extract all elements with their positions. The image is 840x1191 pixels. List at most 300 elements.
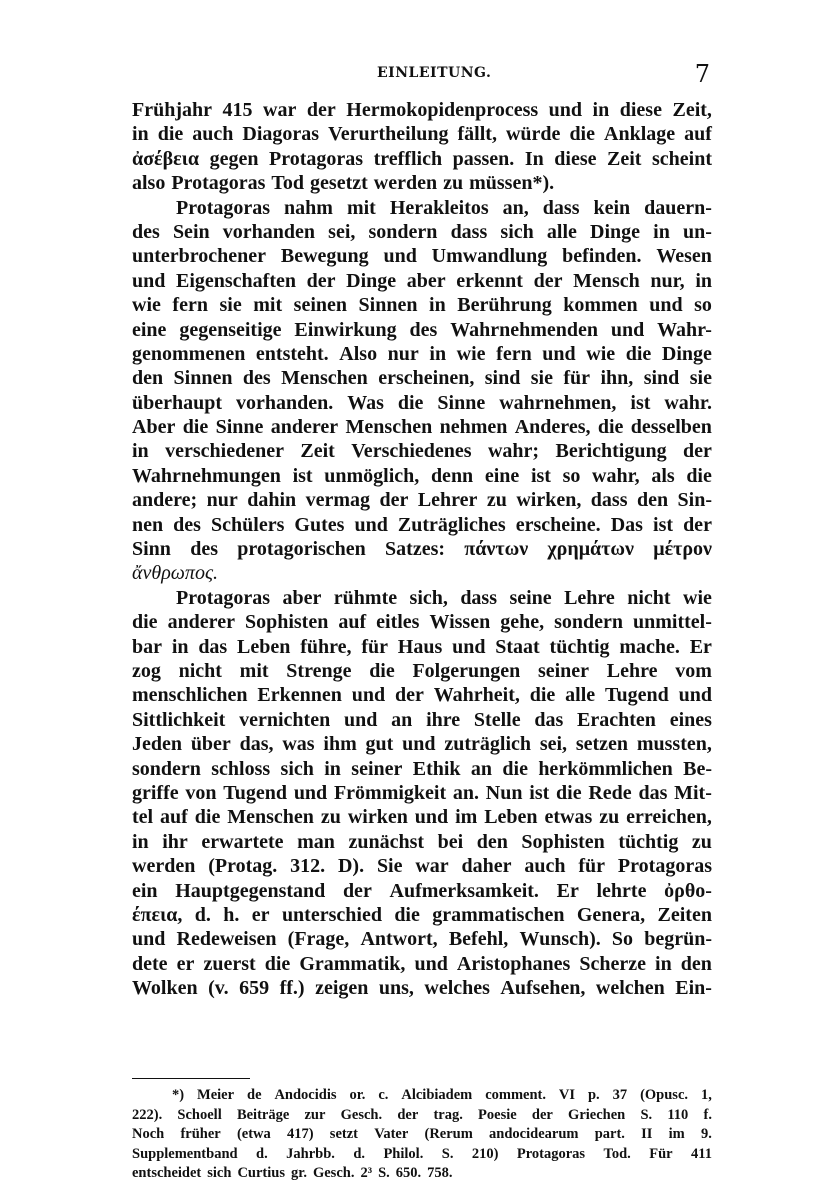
word: über bbox=[190, 733, 231, 756]
word: Berührung bbox=[457, 294, 552, 317]
word: etwas bbox=[544, 806, 593, 829]
word: D). bbox=[337, 855, 365, 878]
word: zur bbox=[304, 1106, 326, 1123]
word: anderer bbox=[270, 416, 339, 439]
word: 110 bbox=[667, 1106, 689, 1123]
word: Er bbox=[689, 635, 712, 658]
word: Herakleitos bbox=[389, 196, 489, 219]
word: Sein bbox=[172, 220, 210, 243]
word: wahr; bbox=[487, 440, 540, 463]
word: Aufsehen, bbox=[500, 977, 586, 1000]
word: 659 bbox=[239, 977, 270, 1000]
word: gut bbox=[365, 733, 394, 756]
word: dass bbox=[542, 196, 580, 219]
word: Lehre bbox=[564, 586, 615, 609]
word: d. bbox=[353, 1145, 366, 1162]
word: χρημάτων bbox=[547, 538, 634, 561]
word: uns, bbox=[378, 977, 414, 1000]
word: würde bbox=[505, 123, 561, 146]
word: nahm bbox=[284, 196, 333, 219]
word: Zeit bbox=[300, 440, 335, 463]
word: *) bbox=[172, 1087, 185, 1103]
word: der bbox=[531, 1106, 553, 1123]
word: Jahrbb. bbox=[286, 1145, 335, 1162]
word: p. bbox=[587, 1087, 600, 1103]
word: die bbox=[529, 684, 556, 707]
word: wie bbox=[456, 342, 486, 365]
word: Sinn bbox=[132, 538, 171, 561]
word: aber bbox=[406, 269, 446, 292]
word: Wahrnehmenden bbox=[450, 318, 598, 341]
word: (etwa bbox=[236, 1126, 271, 1142]
word: ὀρθο- bbox=[664, 879, 712, 902]
word: und bbox=[414, 952, 448, 975]
paragraph-2 bbox=[132, 196, 712, 586]
word: Wesen bbox=[656, 245, 712, 268]
word: welchen bbox=[595, 977, 665, 1000]
word: ihm bbox=[323, 733, 357, 756]
word: zog bbox=[132, 659, 161, 682]
word: Eigenschaften bbox=[176, 269, 296, 292]
word: Vater bbox=[374, 1126, 409, 1142]
word: gesetzt bbox=[310, 172, 368, 195]
word: So bbox=[611, 928, 634, 951]
word: Einwirkung bbox=[294, 318, 397, 341]
word: den bbox=[680, 952, 712, 975]
word: sich bbox=[500, 220, 534, 243]
word: wahr. bbox=[664, 391, 712, 414]
text-line bbox=[132, 415, 712, 439]
word: nen bbox=[132, 513, 164, 536]
word: die bbox=[597, 416, 624, 439]
word: Was bbox=[347, 391, 384, 414]
word: in bbox=[132, 123, 149, 146]
word: Sittlichkeit bbox=[132, 708, 226, 731]
word: rühmte bbox=[333, 586, 398, 609]
word: und bbox=[610, 318, 645, 341]
word: auf bbox=[684, 123, 712, 146]
word: wirken bbox=[347, 806, 408, 829]
word: Noch bbox=[132, 1126, 165, 1142]
word: Schoell bbox=[177, 1106, 222, 1123]
word: Befehl, bbox=[448, 928, 509, 951]
word: und bbox=[542, 342, 576, 365]
word: alle bbox=[546, 220, 577, 243]
word: tüchtig bbox=[618, 830, 679, 853]
word: part. bbox=[594, 1126, 625, 1142]
word: den bbox=[636, 489, 669, 512]
paragraph-1 bbox=[132, 98, 712, 196]
word: dass bbox=[590, 489, 628, 512]
word: Gutes bbox=[294, 513, 345, 536]
text-line bbox=[132, 903, 712, 927]
word: in bbox=[132, 830, 149, 853]
word: comment. bbox=[485, 1087, 546, 1103]
word: und bbox=[414, 806, 449, 829]
word: die bbox=[686, 464, 712, 487]
word: auf bbox=[338, 611, 367, 634]
word: der bbox=[306, 269, 336, 292]
word: in bbox=[655, 952, 672, 975]
word: zeigen bbox=[315, 977, 369, 1000]
word: die bbox=[132, 611, 158, 634]
word: andere; bbox=[132, 489, 198, 512]
word: man bbox=[297, 830, 335, 853]
word: überhaupt bbox=[132, 391, 223, 414]
word: vernichten bbox=[239, 708, 331, 731]
word: des bbox=[409, 318, 438, 341]
word: πάντων bbox=[464, 538, 529, 561]
word: so bbox=[562, 464, 581, 487]
word: die bbox=[397, 391, 424, 414]
word: Leben bbox=[237, 635, 291, 658]
text-line bbox=[132, 318, 712, 342]
word: er bbox=[176, 952, 195, 975]
word: und bbox=[132, 928, 166, 951]
text-line bbox=[132, 854, 712, 878]
word: unterbrochener bbox=[132, 245, 267, 268]
word: Protagoras bbox=[171, 172, 266, 195]
word: Lehre bbox=[606, 659, 658, 682]
word: 650. bbox=[395, 1165, 422, 1181]
text-line bbox=[132, 342, 712, 366]
word: Alcibiadem bbox=[401, 1087, 473, 1103]
word: Sin- bbox=[677, 489, 712, 512]
word: welches bbox=[424, 977, 490, 1000]
word: die bbox=[369, 659, 395, 682]
word: früher bbox=[180, 1126, 221, 1142]
word: Griechen bbox=[568, 1106, 626, 1123]
word: (Frage, bbox=[287, 928, 350, 951]
word: Rede bbox=[588, 781, 632, 804]
word: der bbox=[533, 269, 563, 292]
text-line bbox=[132, 610, 712, 634]
word: diese bbox=[554, 147, 597, 170]
word: war bbox=[415, 855, 449, 878]
text-line bbox=[132, 244, 712, 268]
word: des bbox=[173, 513, 201, 536]
word: wie bbox=[683, 586, 712, 609]
word: vorhanden. bbox=[236, 391, 334, 414]
text-line bbox=[132, 171, 712, 195]
word: S. bbox=[378, 1165, 390, 1181]
text-line bbox=[132, 98, 712, 122]
word: für bbox=[578, 855, 606, 878]
word: fällt, bbox=[457, 123, 497, 146]
word: in bbox=[695, 269, 712, 292]
word: er bbox=[251, 903, 270, 926]
text-line bbox=[132, 537, 712, 561]
word: dass bbox=[450, 220, 488, 243]
word: setzen bbox=[575, 733, 629, 756]
word: Hermokopidenprocess bbox=[346, 99, 539, 121]
word: sich bbox=[280, 757, 314, 780]
page-header bbox=[132, 60, 712, 90]
word: seine bbox=[509, 586, 552, 609]
word: der bbox=[394, 684, 424, 707]
text-line bbox=[132, 927, 712, 951]
word: alle bbox=[565, 684, 596, 707]
word: Haus bbox=[397, 635, 443, 658]
word: und bbox=[344, 708, 378, 731]
footnote-line bbox=[132, 1164, 712, 1184]
word: Philol. bbox=[383, 1145, 424, 1162]
footnotes bbox=[132, 1086, 712, 1184]
word: dass bbox=[460, 586, 498, 609]
word: den bbox=[132, 367, 164, 390]
word: or. bbox=[349, 1087, 366, 1103]
word: erkennt bbox=[456, 269, 523, 292]
word: und bbox=[354, 513, 388, 536]
word: h. bbox=[223, 903, 240, 926]
word: mit bbox=[253, 294, 283, 317]
word: ἀσέβεια bbox=[132, 147, 200, 170]
word: sich bbox=[207, 1165, 232, 1181]
text-line bbox=[132, 561, 712, 585]
word: wahr, bbox=[592, 464, 640, 487]
word: in bbox=[653, 220, 670, 243]
word: an, bbox=[502, 196, 529, 219]
word: der bbox=[306, 99, 336, 121]
word: Menschen bbox=[281, 367, 368, 390]
word: müssen*). bbox=[469, 172, 555, 195]
word: unmöglich, bbox=[324, 464, 420, 487]
word: ist bbox=[292, 464, 313, 487]
word: führe, bbox=[300, 635, 352, 658]
word: Protagoras bbox=[176, 586, 271, 609]
word: Nun bbox=[485, 781, 523, 804]
word: Gesch. bbox=[340, 1106, 383, 1123]
word: gehe, bbox=[500, 611, 545, 634]
word: Zeiten bbox=[657, 903, 712, 926]
word: Ethik bbox=[412, 757, 461, 780]
word: Schülers bbox=[211, 513, 285, 536]
word: bar bbox=[132, 635, 162, 658]
word: andocidearum bbox=[489, 1126, 579, 1142]
word: Wahr- bbox=[657, 318, 712, 341]
word: die bbox=[182, 416, 209, 439]
word: ist bbox=[653, 513, 674, 536]
text-line bbox=[132, 488, 712, 512]
word: zu bbox=[320, 806, 341, 829]
word: protagorischen bbox=[237, 538, 366, 561]
word: 9. bbox=[700, 1126, 712, 1142]
word: und bbox=[383, 245, 417, 268]
word: Anderes, bbox=[514, 416, 591, 439]
word: und bbox=[678, 684, 712, 707]
word: Wunsch). bbox=[519, 928, 601, 951]
word: Wissen bbox=[429, 611, 491, 634]
word: zunächst bbox=[348, 830, 425, 853]
word: Satzes: bbox=[385, 538, 446, 561]
word: schloss bbox=[211, 757, 271, 780]
word: des bbox=[132, 220, 160, 243]
word: 415 bbox=[222, 99, 253, 121]
word: an. bbox=[452, 781, 480, 804]
word: grammatischen bbox=[432, 903, 565, 926]
word: VI bbox=[558, 1087, 576, 1103]
word: Grammatik, bbox=[299, 952, 406, 975]
word: Staat bbox=[495, 635, 540, 658]
word: was bbox=[282, 733, 315, 756]
word: an bbox=[470, 757, 493, 780]
word: die bbox=[502, 757, 528, 780]
word: sei, bbox=[539, 733, 568, 756]
word: ist bbox=[630, 391, 651, 414]
word: daher bbox=[461, 855, 512, 878]
word: eine bbox=[484, 464, 520, 487]
word: Menschen bbox=[345, 416, 433, 439]
word: Sinne bbox=[437, 391, 486, 414]
word: Aber bbox=[132, 416, 176, 439]
word: έπεια, bbox=[132, 903, 183, 926]
word: Scherze bbox=[579, 952, 646, 975]
word: Dinge bbox=[346, 269, 397, 292]
word: im bbox=[668, 1126, 685, 1142]
word: die bbox=[264, 952, 291, 975]
word: setzt bbox=[329, 1126, 358, 1142]
word: (Opusc. bbox=[640, 1087, 689, 1103]
word: eine bbox=[132, 318, 167, 341]
word: die bbox=[194, 806, 221, 829]
word: zuträglich bbox=[444, 733, 531, 756]
word: ihr bbox=[162, 830, 188, 853]
word: Sinne bbox=[215, 416, 264, 439]
word: mit bbox=[346, 196, 376, 219]
word: c. bbox=[378, 1087, 389, 1103]
word: Aufmerksamkeit. bbox=[389, 879, 539, 902]
word: Anklage bbox=[604, 123, 676, 146]
word: bei bbox=[437, 830, 464, 853]
word: Stelle bbox=[473, 708, 521, 731]
word: in bbox=[324, 757, 341, 780]
word: in bbox=[132, 440, 149, 463]
word: griffe bbox=[132, 781, 179, 804]
word: dauern- bbox=[644, 196, 712, 219]
word: entsteht. bbox=[255, 342, 329, 365]
word: die bbox=[625, 342, 652, 365]
word: d. bbox=[194, 903, 211, 926]
word: Diagoras bbox=[242, 123, 320, 146]
word: zu bbox=[691, 830, 712, 853]
word: seiner bbox=[351, 757, 403, 780]
word: das bbox=[534, 708, 564, 731]
word: werden bbox=[373, 172, 438, 195]
text-line bbox=[132, 464, 712, 488]
word: Zuträgliches bbox=[397, 513, 506, 536]
word: sie bbox=[530, 367, 553, 390]
text-line bbox=[132, 439, 712, 463]
word: S. bbox=[441, 1145, 454, 1162]
word: f. bbox=[703, 1106, 712, 1123]
word: sondern bbox=[368, 220, 438, 243]
word: und bbox=[548, 99, 583, 121]
word: Beiträge bbox=[236, 1106, 290, 1123]
word: auch bbox=[192, 123, 234, 146]
word: aber bbox=[282, 586, 322, 609]
word: begrün- bbox=[644, 928, 712, 951]
word: Genera, bbox=[576, 903, 646, 926]
word: (Protag. bbox=[208, 855, 278, 878]
word: ist bbox=[529, 781, 550, 804]
word: wie bbox=[586, 342, 616, 365]
word: 210) bbox=[471, 1145, 499, 1162]
word: Protagoras bbox=[617, 855, 712, 878]
word: Leben bbox=[484, 806, 538, 829]
word: Aristophanes bbox=[456, 952, 571, 975]
word: tüchtig bbox=[549, 635, 610, 658]
text-line bbox=[132, 220, 712, 244]
word: wirken, bbox=[516, 489, 582, 512]
word: der bbox=[342, 879, 372, 902]
word: ihre bbox=[426, 708, 461, 731]
word: Frömmigkeit bbox=[333, 781, 447, 804]
word: sind bbox=[643, 367, 680, 390]
word: 37 bbox=[612, 1087, 628, 1103]
word: 758. bbox=[427, 1165, 453, 1181]
text-line bbox=[132, 952, 712, 976]
text-line bbox=[132, 196, 712, 220]
word: im bbox=[455, 806, 478, 829]
word: in bbox=[171, 635, 189, 658]
word: dahin bbox=[247, 489, 297, 512]
word: das, bbox=[239, 733, 274, 756]
word: erwartete bbox=[201, 830, 284, 853]
word: de bbox=[247, 1087, 262, 1103]
word: Sophisten bbox=[521, 830, 605, 853]
text-line bbox=[132, 635, 712, 659]
word: Zeit, bbox=[672, 99, 712, 121]
footnote-line bbox=[132, 1145, 712, 1165]
word: un- bbox=[683, 220, 712, 243]
word: trefflich bbox=[373, 147, 443, 170]
word: Protagoras bbox=[176, 196, 271, 219]
word: d. bbox=[256, 1145, 268, 1162]
word: Antwort, bbox=[360, 928, 438, 951]
word: Sinnen bbox=[173, 367, 233, 390]
word: anderer bbox=[167, 611, 235, 634]
word: zuerst bbox=[203, 952, 256, 975]
word: Protagoras bbox=[268, 147, 364, 170]
word: Umwandlung bbox=[431, 245, 548, 268]
footnote-line bbox=[132, 1106, 712, 1126]
word: Andocidis bbox=[274, 1087, 337, 1103]
word: S. bbox=[640, 1106, 653, 1123]
text-line bbox=[132, 269, 712, 293]
word: sondern bbox=[554, 611, 624, 634]
text-line bbox=[132, 366, 712, 390]
word: unmittel- bbox=[633, 611, 712, 634]
word: Wahrheit, bbox=[433, 684, 520, 707]
word: als bbox=[651, 464, 675, 487]
word: dete bbox=[132, 952, 168, 975]
word: μέτρον bbox=[653, 538, 712, 561]
word: 312. bbox=[290, 855, 326, 878]
word: Jeden bbox=[132, 733, 182, 756]
word: für bbox=[563, 367, 591, 390]
text-line bbox=[132, 147, 712, 171]
word: Sie bbox=[376, 855, 403, 878]
word: nur bbox=[387, 342, 419, 365]
word: sich, bbox=[409, 586, 448, 609]
word: in bbox=[429, 294, 446, 317]
word: II bbox=[641, 1126, 653, 1142]
word: sie bbox=[219, 294, 242, 317]
word: herkömmlichen bbox=[538, 757, 673, 780]
word: nicht bbox=[627, 586, 671, 609]
word: wahrnehmen, bbox=[499, 391, 617, 414]
word: Verurtheilung bbox=[328, 123, 449, 146]
